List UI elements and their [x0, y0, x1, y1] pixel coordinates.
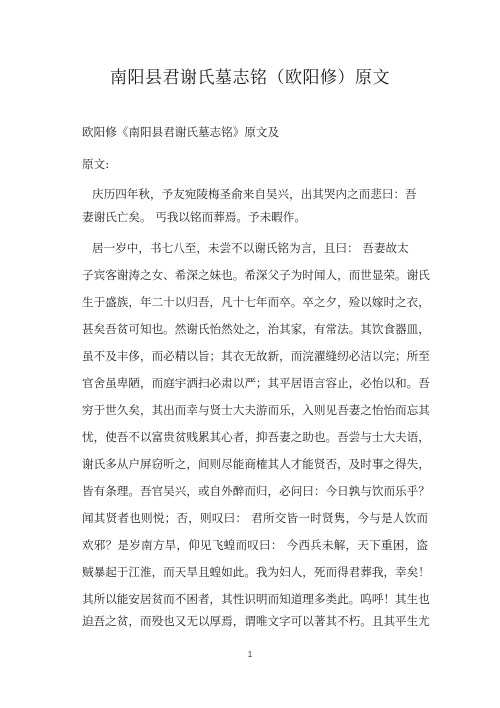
paragraph-line: 忧，使吾不以富贵贫贱累其心者，抑吾妻之助也。吾尝与士大夫语， [82, 430, 430, 444]
paragraph-line: 迫吾之贫，而殁也又无以厚焉，谓唯文字可以著其不朽。且其平生尤 [82, 614, 430, 628]
page-number: 1 [247, 650, 253, 659]
paragraph-line: 其所以能安居贫而不困者，其性识明而知道理多类此。呜呼！其生也 [82, 592, 430, 606]
paragraph-line: 庆历四年秋，予友宛陵梅圣俞来自吴兴，出其哭内之而悲曰：吾 [92, 187, 417, 201]
paragraph-line: 子宾客谢涛之女、希深之妹也。希深父子为时闻人，而世显荣。谢氏 [82, 268, 430, 282]
paragraph-line: 闻其贤者也则悦；否，则叹曰： 君所交皆一时贤隽，今与是人饮而 [82, 511, 428, 525]
paragraph-line: 居一岁中，书七八至，未尝不以谢氏铭为言，且曰： 吾妻故太 [92, 241, 409, 255]
paragraph-line: 欢邪？是岁南方旱，仰见飞蝗而叹曰： 今西兵未解，天下重困，盗 [82, 538, 428, 552]
document-title: 南阳县君谢氏墓志铭（欧阳修）原文 [110, 68, 390, 88]
paragraph-line: 虽不及丰侈，而必精以旨；其衣无故新，而浣濯缝纫必洁以完；所至 [82, 349, 430, 363]
paragraph-line: 生于盛族，年二十以归吾，凡十七年而卒。卒之夕，殓以嫁时之衣， [82, 295, 430, 309]
paragraph-line: 皆有条理。吾官吴兴，或自外醉而归，必问曰：今日孰与饮而乐乎？ [82, 484, 430, 498]
document-subtitle: 欧阳修《南阳县君谢氏墓志铭》原文及 [82, 125, 280, 139]
paragraph-line: 谢氏多从户屏窃听之，间则尽能商榷其人才能贤否，及时事之得失， [82, 457, 430, 471]
paragraph-line: 官舍虽卑陋，而庭宇洒扫必肃以严；其平居语言容止，必怡以和。吾 [82, 376, 430, 390]
original-text-label: 原文: [82, 157, 110, 171]
paragraph-line: 甚矣吾贫可知也。然谢氏怡然处之，治其家，有常法。其饮食器皿， [82, 322, 430, 336]
scan-artifact [82, 625, 112, 629]
paragraph-line: 穷于世久矣，其出而幸与贤士大夫游而乐，入则见吾妻之怡怡而忘其 [82, 403, 430, 417]
paragraph-line: 贼暴起于江淮，而天旱且蝗如此。我为妇人，死而得君葬我，幸矣！ [82, 565, 430, 579]
paragraph-line: 妻谢氏亡矣。 丐我以铭而葬焉。予未暇作。 [82, 210, 306, 224]
